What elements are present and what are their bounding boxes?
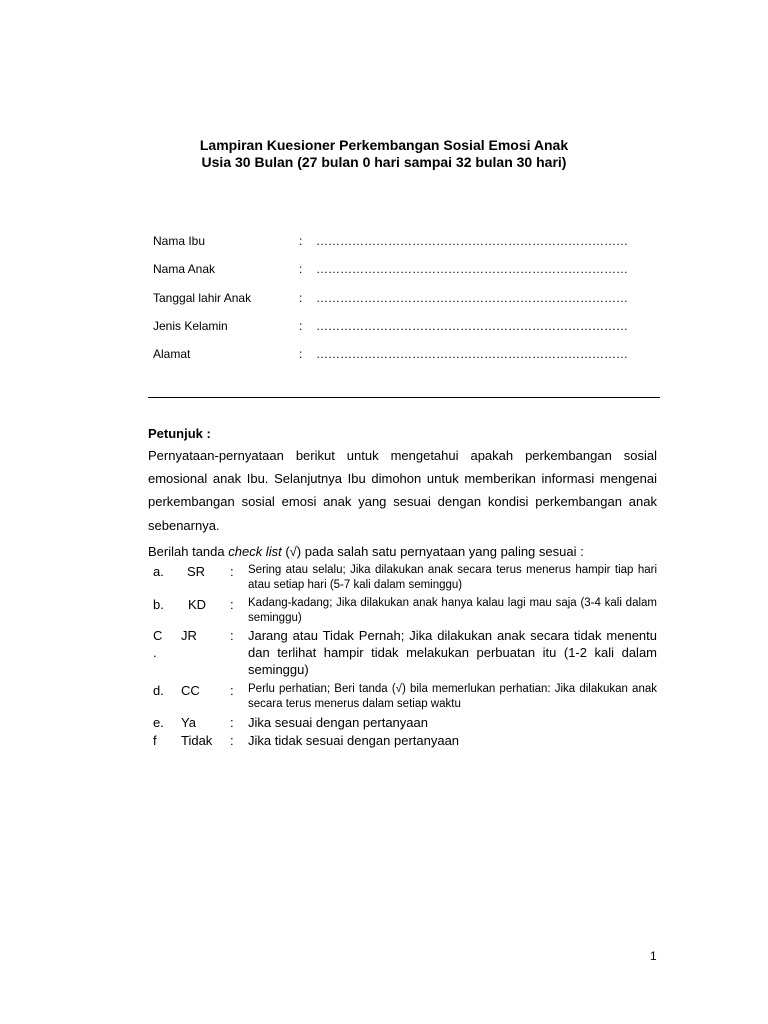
legend-letter: d. bbox=[153, 683, 164, 698]
field-label: Alamat bbox=[153, 347, 191, 361]
field-fill-line[interactable]: …………………………………………………………………… bbox=[316, 319, 628, 333]
legend-colon: : bbox=[230, 683, 234, 698]
legend-text: Jika sesuai dengan pertanyaan bbox=[248, 715, 428, 730]
document-title: Lampiran Kuesioner Perkembangan Sosial Emosi Anak bbox=[199, 137, 569, 153]
legend-item-kd bbox=[153, 596, 658, 628]
page-number: 1 bbox=[650, 949, 657, 963]
legend-code: JR bbox=[181, 628, 197, 643]
document-subtitle: Usia 30 Bulan (27 bulan 0 hari sampai 32 bulan 30 hari) bbox=[201, 154, 567, 170]
field-label: Jenis Kelamin bbox=[153, 319, 228, 333]
legend-letter-dot: . bbox=[153, 645, 157, 660]
field-label: Nama Ibu bbox=[153, 234, 206, 248]
legend-code: Tidak bbox=[181, 733, 213, 748]
field-colon: : bbox=[299, 262, 303, 276]
field-colon: : bbox=[299, 234, 303, 248]
legend-code: KD bbox=[188, 597, 207, 612]
legend-colon: : bbox=[230, 564, 234, 579]
legend-item-cc bbox=[153, 682, 658, 714]
field-fill-line[interactable]: …………………………………………………………………… bbox=[316, 291, 628, 305]
instructions-paragraph: Pernyataan-pernyataan berikut untuk mengetahui apakah perkembangan sosial emosional anak Ibu. Selanjutnya Ibu dimohon untuk memberikan informasi mengenai perkembangan sosial emosi anak yang sesuai dengan kondisi perkembangan anak sebenarnya. bbox=[148, 448, 657, 533]
checklist-instruction bbox=[148, 540, 657, 563]
legend-item-jr bbox=[153, 627, 658, 681]
legend-item-tidak bbox=[153, 732, 658, 749]
legend-text: Kadang-kadang; Jika dilakukan anak hanya kalau lagi mau saja (3-4 kali dalam seminggu) bbox=[248, 597, 657, 624]
legend-text: Perlu perhatian; Beri tanda (√) bila memerlukan perhatian: Jika dilakukan anak secara terus menerus dalam setiap waktu bbox=[248, 683, 657, 710]
field-label: Tanggal lahir Anak bbox=[153, 291, 252, 305]
legend-colon: : bbox=[230, 628, 234, 643]
checklist-text-before: Berilah tanda bbox=[148, 544, 229, 559]
legend-letter: f bbox=[153, 733, 157, 748]
field-label: Nama Anak bbox=[153, 262, 216, 276]
field-fill-line[interactable]: …………………………………………………………………… bbox=[316, 262, 628, 276]
legend-text: Sering atau selalu; Jika dilakukan anak secara terus menerus hampir tiap hari atau setiap hari (5-7 kali dalam seminggu) bbox=[248, 564, 657, 591]
legend-code: SR bbox=[187, 564, 206, 579]
legend-letter: e. bbox=[153, 715, 164, 730]
legend-item-sr bbox=[153, 563, 658, 595]
checklist-text-after: (√) pada salah satu pernyataan yang paling sesuai : bbox=[281, 544, 584, 559]
checklist-text-italic: check list bbox=[228, 544, 282, 559]
field-colon: : bbox=[299, 347, 303, 361]
legend-item-ya bbox=[153, 714, 658, 731]
legend-letter: a. bbox=[153, 564, 164, 579]
legend-text: Jika tidak sesuai dengan pertanyaan bbox=[248, 733, 460, 748]
legend-colon: : bbox=[230, 733, 234, 748]
field-fill-line[interactable]: …………………………………………………………………… bbox=[316, 234, 628, 248]
section-divider bbox=[148, 397, 660, 398]
instructions-heading: Petunjuk : bbox=[148, 426, 211, 441]
legend-colon: : bbox=[230, 597, 234, 612]
field-fill-line[interactable]: …………………………………………………………………… bbox=[316, 347, 628, 361]
field-colon: : bbox=[299, 291, 303, 305]
field-colon: : bbox=[299, 319, 303, 333]
legend-code: Ya bbox=[181, 715, 196, 730]
legend-letter: C bbox=[153, 628, 163, 643]
legend-letter: b. bbox=[153, 597, 164, 612]
legend-colon: : bbox=[230, 715, 234, 730]
legend-text: Jarang atau Tidak Pernah; Jika dilakukan anak secara tidak menentu dan terlihat hampir tidak melakukan perbuatan itu (1-2 kali dalam seminggu) bbox=[248, 628, 657, 677]
legend-code: CC bbox=[181, 683, 200, 698]
